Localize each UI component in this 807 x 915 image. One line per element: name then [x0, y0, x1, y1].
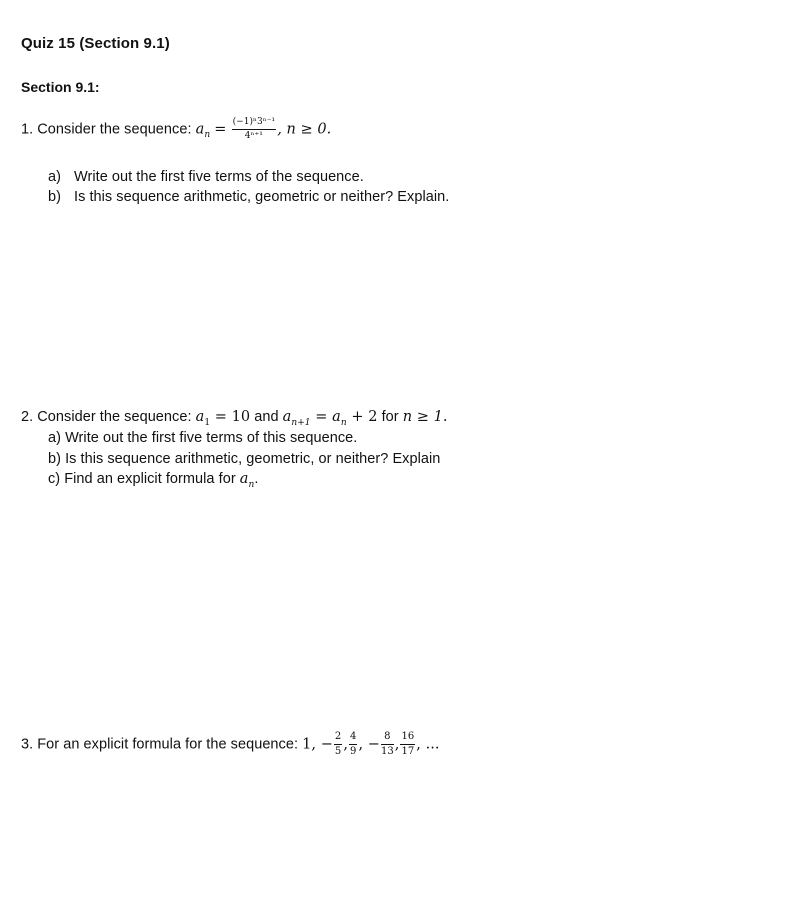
- problem-2-recurrence-plus: + 2: [346, 409, 378, 425]
- problem-3-term-4-denominator: 13: [380, 746, 394, 757]
- problem-3-ending: , ...: [416, 736, 440, 753]
- problem-1-part-a-text: Write out the first five terms of the sequence.: [74, 169, 364, 185]
- problem-2-statement: [21, 409, 448, 428]
- problem-1-condition: , n ≥ 0.: [277, 121, 332, 138]
- problem-2-part-b: b) Is this sequence arithmetic, geometric, or neither? Explain: [48, 451, 441, 467]
- problem-3-term-3-denominator: 9: [350, 746, 357, 757]
- problem-1-lhs: a: [195, 121, 205, 138]
- problem-3-separator-1: ,: [343, 736, 349, 753]
- problem-2-part-a: a) Write out the first five terms of this sequence.: [48, 430, 358, 446]
- problem-2-recurrence-rhs-subscript: n: [340, 417, 347, 428]
- problem-2-part-c-var: a: [239, 471, 249, 487]
- problem-2-recurrence-lhs-subscript: n+1: [291, 417, 311, 428]
- problem-1-lhs-subscript: n: [204, 130, 211, 141]
- problem-1-denominator: 4ⁿ⁺¹: [244, 131, 263, 141]
- problem-1-statement: [21, 118, 331, 141]
- problem-2-a1-value: = 10: [210, 409, 251, 425]
- problem-3-term-3: [349, 732, 357, 757]
- problem-3-term-2-numerator: 2: [334, 732, 342, 745]
- problem-1-equals: =: [214, 121, 227, 138]
- problem-3-term-5-numerator: 16: [400, 732, 415, 745]
- problem-2-recurrence-equals: =: [310, 409, 333, 425]
- problem-1-fraction: [232, 118, 277, 141]
- problem-1-part-a: [48, 169, 364, 185]
- problem-1-numerator: (−1)ⁿ3ⁿ⁻¹: [232, 118, 277, 130]
- problem-1-part-b: [48, 189, 449, 205]
- problem-2-a1: a: [195, 409, 205, 425]
- problem-3-term-4-numerator: 8: [381, 732, 394, 745]
- problem-3-term-4: [381, 732, 394, 757]
- problem-1-part-b-text: Is this sequence arithmetic, geometric or neither? Explain.: [74, 189, 450, 205]
- problem-3-term-5-denominator: 17: [401, 746, 415, 757]
- problem-2-part-c: [48, 471, 258, 490]
- problem-2-recurrence-lhs: a: [282, 409, 292, 425]
- problem-3-intro: 3. For an explicit formula for the sequence:: [21, 736, 303, 753]
- problem-2-part-c-suffix: .: [254, 471, 259, 487]
- problem-2-part-c-prefix: c) Find an explicit formula for: [48, 471, 240, 487]
- problem-3-term-5: [400, 732, 415, 757]
- problem-2-condition: n ≥ 1.: [402, 409, 448, 425]
- problem-1-part-b-label: b): [48, 189, 61, 205]
- section-heading: Section 9.1:: [21, 79, 100, 95]
- problem-2-and: and: [250, 409, 283, 425]
- problem-3-statement: [21, 732, 440, 757]
- problem-3-separator-2: , −: [358, 736, 380, 753]
- problem-1-part-a-label: a): [48, 169, 61, 185]
- problem-2-part-c-subscript: n: [248, 479, 255, 490]
- problem-3-term-3-numerator: 4: [349, 732, 357, 745]
- problem-3-separator-3: ,: [394, 736, 400, 753]
- problem-3-first-term: 1, −: [302, 736, 333, 753]
- quiz-title: Quiz 15 (Section 9.1): [21, 35, 170, 52]
- problem-2-recurrence-rhs: a: [332, 409, 341, 425]
- problem-2-for: for: [377, 409, 403, 425]
- problem-3-term-2-denominator: 5: [334, 746, 342, 757]
- problem-3-term-2: [334, 732, 342, 757]
- problem-2-a1-subscript: 1: [204, 417, 211, 428]
- problem-1-intro: 1. Consider the sequence:: [21, 121, 196, 138]
- problem-2-intro: 2. Consider the sequence:: [21, 409, 196, 425]
